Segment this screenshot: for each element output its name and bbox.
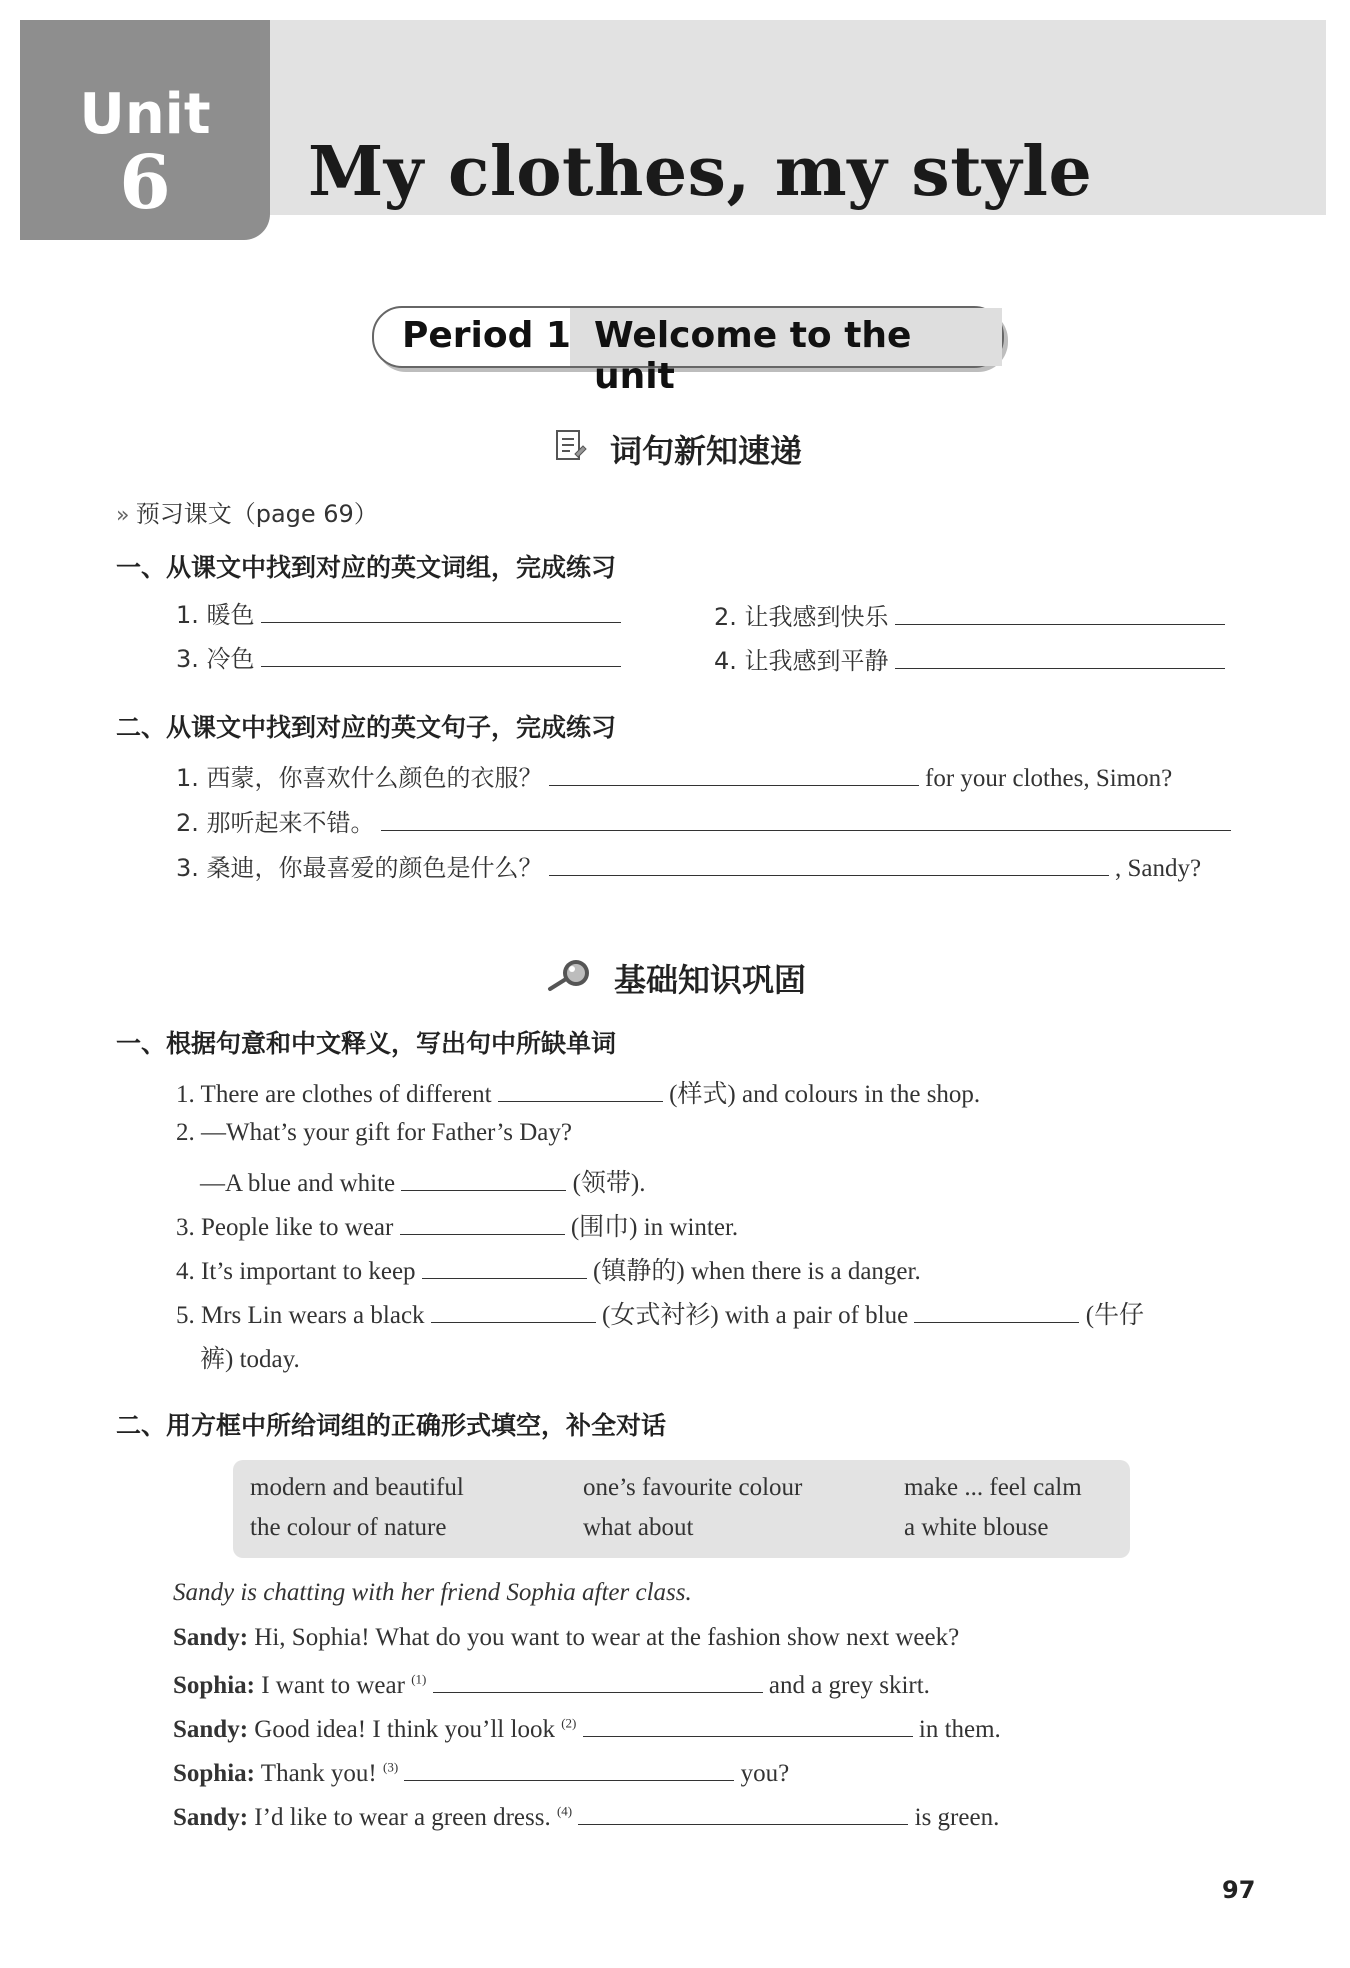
blank-number: (3) [383, 1759, 399, 1775]
fill-item-2-question: 2. —What’s your gift for Father’s Day? [176, 1119, 572, 1146]
phrase-prompt: 1. 暖色 [176, 601, 255, 629]
dialogue-line-4 [173, 1800, 999, 1832]
answer-blank[interactable] [433, 1668, 763, 1693]
fill-prompt: 5. Mrs Lin wears a black [176, 1302, 425, 1329]
answer-blank[interactable] [431, 1298, 596, 1323]
answer-blank[interactable] [914, 1298, 1079, 1323]
sentence-item-3 [176, 848, 1201, 883]
part-a-heading: 一、从课文中找到对应的英文词组，完成练习 [116, 553, 617, 582]
answer-blank[interactable] [578, 1800, 908, 1825]
answer-blank[interactable] [498, 1077, 663, 1102]
unit-title: My clothes, my style [308, 132, 1093, 212]
speaker-name: Sophia: [173, 1672, 255, 1699]
period-pill [372, 306, 1004, 397]
phrase-prompt: 3. 冷色 [176, 645, 255, 673]
sentence-suffix: for your clothes, Simon? [925, 765, 1173, 792]
dialogue-line-0 [173, 1624, 959, 1652]
dialogue-text: I want to wear [261, 1672, 405, 1699]
answer-blank[interactable] [381, 806, 1231, 831]
fill-prompt: 3. People like to wear [176, 1214, 394, 1241]
fill-hint: (牛仔 [1085, 1302, 1145, 1329]
fill-item-5-continued: 裤) today. [200, 1346, 300, 1373]
dialogue-line-1 [173, 1668, 930, 1700]
notebook-icon [553, 428, 589, 464]
fill-item-5 [176, 1295, 1144, 1331]
period-title: Welcome to the unit [594, 315, 912, 397]
fill-hint: (样式) and colours in the shop. [669, 1081, 981, 1108]
unit-word: Unit [79, 82, 211, 147]
answer-blank[interactable] [400, 1210, 565, 1235]
word-bank-item: one’s favourite colour [583, 1474, 803, 1501]
part-a2-heading: 一、根据句意和中文释义，写出句中所缺单词 [116, 1029, 617, 1058]
answer-blank[interactable] [422, 1254, 587, 1279]
fill-hint: (领带). [572, 1170, 646, 1197]
word-bank-item: make ... feel calm [904, 1474, 1082, 1501]
dialogue-line-2 [173, 1712, 1001, 1744]
dialogue-text: is green. [914, 1804, 1000, 1831]
sentence-item-1 [176, 758, 1172, 793]
dialogue-text: Thank you! [260, 1760, 377, 1787]
answer-blank[interactable] [261, 642, 621, 667]
answer-blank[interactable] [549, 851, 1109, 876]
fill-hint: (女式衬衫) with a pair of blue [602, 1302, 909, 1329]
word-bank-item: modern and beautiful [250, 1474, 464, 1501]
answer-blank[interactable] [583, 1712, 913, 1737]
answer-blank[interactable] [261, 598, 621, 623]
phrase-prompt: 2. 让我感到快乐 [714, 603, 889, 631]
preview-text: 预习课文（page 69） [135, 500, 378, 528]
dialogue-text: Hi, Sophia! What do you want to wear at the fashion show next week? [254, 1624, 960, 1651]
dialogue-text: you? [740, 1760, 790, 1787]
blank-number: (4) [556, 1803, 573, 1819]
answer-blank[interactable] [404, 1756, 734, 1781]
phrase-item-1 [176, 595, 621, 630]
speaker-name: Sandy: [173, 1716, 249, 1743]
word-bank-item: the colour of nature [250, 1514, 447, 1541]
dialogue-line-3 [173, 1756, 789, 1788]
word-bank-item: a white blouse [904, 1514, 1049, 1541]
speaker-name: Sandy: [173, 1624, 249, 1651]
blank-number: (1) [411, 1671, 427, 1687]
dialogue-text: and a grey skirt. [768, 1672, 930, 1699]
sentence-item-2 [176, 803, 1231, 838]
speaker-name: Sophia: [173, 1760, 255, 1787]
sentence-prompt: 3. 桑迪，你最喜爱的颜色是什么？ [176, 854, 543, 882]
word-bank-item: what about [583, 1514, 694, 1541]
word-bank [233, 1460, 1130, 1558]
dialogue-text: I’d like to wear a green dress. [254, 1804, 551, 1831]
fill-item-4 [176, 1251, 921, 1287]
magnifier-icon [546, 957, 594, 993]
page-number: 97 [1222, 1876, 1256, 1904]
phrase-prompt: 4. 让我感到平静 [714, 647, 889, 675]
section-heading-basics: 基础知识巩固 [614, 961, 807, 999]
answer-blank[interactable] [549, 761, 919, 786]
fill-hint: (围巾) in winter. [570, 1214, 739, 1241]
section-heading-vocab: 词句新知速递 [610, 432, 803, 470]
fill-prompt: —A blue and white [200, 1170, 396, 1197]
fill-item-3 [176, 1207, 738, 1243]
answer-blank[interactable] [895, 644, 1225, 669]
double-chevron-icon: » [116, 503, 130, 528]
fill-hint: (镇静的) when there is a danger. [593, 1258, 921, 1285]
fill-item-1 [176, 1074, 980, 1110]
blank-number: (2) [561, 1715, 577, 1731]
sentence-prompt: 2. 那听起来不错。 [176, 809, 375, 837]
dialogue-text: Good idea! I think you’ll look [254, 1716, 555, 1743]
answer-blank[interactable] [401, 1166, 566, 1191]
preview-line [116, 494, 378, 529]
fill-prompt: 1. There are clothes of different [176, 1081, 492, 1108]
answer-blank[interactable] [895, 600, 1225, 625]
sentence-suffix: , Sandy? [1115, 855, 1202, 882]
phrase-item-4 [714, 641, 1225, 676]
phrase-item-2 [714, 597, 1225, 632]
speaker-name: Sandy: [173, 1804, 249, 1831]
fill-item-2-answer [200, 1163, 646, 1199]
dialogue-text: in them. [918, 1716, 1001, 1743]
sentence-prompt: 1. 西蒙，你喜欢什么颜色的衣服？ [176, 764, 543, 792]
period-label: Period 1 [402, 315, 571, 356]
dialogue-intro: Sandy is chatting with her friend Sophia after class. [173, 1579, 692, 1606]
unit-number: 6 [119, 140, 171, 226]
part-b-heading: 二、从课文中找到对应的英文句子，完成练习 [116, 713, 617, 742]
part-b2-heading: 二、用方框中所给词组的正确形式填空，补全对话 [116, 1411, 667, 1440]
phrase-item-3 [176, 639, 621, 674]
fill-prompt: 4. It’s important to keep [176, 1258, 416, 1285]
